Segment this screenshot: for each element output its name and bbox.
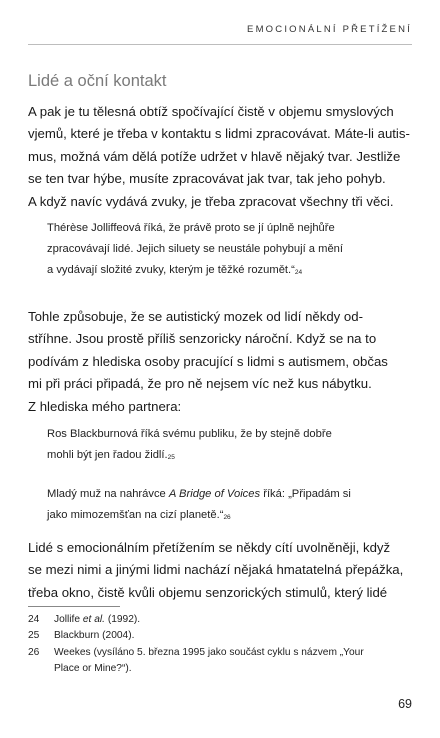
footnote-rule <box>28 606 120 607</box>
paragraph-1 <box>28 101 414 213</box>
running-head: EMOCIONÁLNÍ PŘETÍŽENÍ <box>247 24 412 35</box>
quote-line <box>47 260 403 281</box>
text-line: mus, možná vám dělá potíže udržet v hlavě nějaký tvar. Jestliže <box>28 148 401 164</box>
text-line: A pak je tu tělesná obtíž spočívající čistě v objemu smyslových <box>28 104 394 119</box>
footnote-etal: et al. <box>82 614 105 625</box>
footnote-line: Place or Mine?“). <box>54 663 132 675</box>
text-line: se ten tvar hýbe, musíte zpracovávat jak tvar, tak jeho pohyb. <box>28 171 386 187</box>
text-line: Z hlediska mého partnera: <box>28 398 182 414</box>
quote-blackburn <box>47 424 403 466</box>
footnote-number: 25 <box>28 630 40 642</box>
text-line: podívám z hlediska osoby pracující s lidmi s autismem, občas <box>28 353 388 369</box>
footnote-text: Blackburn (2004). <box>54 630 135 642</box>
text-line: se mezi nimi a jinými lidmi nachází nějaká hmatatelná přepážka, <box>28 562 404 578</box>
quote-jolliffe <box>47 218 403 281</box>
footnotes <box>28 612 408 678</box>
quote-line: zpracovávají lidé. Jejich siluety se neustále pohybují a mění <box>47 243 344 255</box>
paragraph-3 <box>28 537 414 604</box>
quote-text: a vydávají složité zvuky, kterým je těžké rozumět.“ <box>47 264 295 276</box>
footnote-year: (1992). <box>104 614 141 625</box>
footnote-text <box>54 645 408 678</box>
footnote-ref-26: 26 <box>223 514 231 521</box>
text-line: Lidé s emocionálním přetížením se někdy cítí uvolněněji, když <box>28 540 391 555</box>
text-line: stříhne. Jsou prostě příliš senzoricky nároční. Když se na to <box>28 331 377 347</box>
quote-line <box>47 445 403 466</box>
footnote-26 <box>28 645 408 678</box>
quote-text: mohli být jen řadou židlí. <box>47 449 168 461</box>
footnote-25 <box>28 628 408 644</box>
footnote-line: Weekes (vysíláno 5. března 1995 jako součást cyklu s názvem „Your <box>54 646 364 658</box>
page-number: 69 <box>398 697 412 711</box>
section-title: Lidé a oční kontakt <box>28 72 167 90</box>
quote-line <box>47 484 403 505</box>
footnote-ref-24: 24 <box>294 269 303 276</box>
header-rule <box>28 44 412 45</box>
text-line: Tohle způsobuje, že se autistický mozek od lidí někdy od- <box>28 309 363 324</box>
footnote-number: 26 <box>28 646 40 658</box>
quote-bridge-of-voices <box>47 484 403 526</box>
footnote-24 <box>28 612 408 628</box>
text-line: mi při práci připadá, že pro ně nejsem víc než kus nábytku. <box>28 376 372 392</box>
footnote-ref-25: 25 <box>167 454 175 461</box>
work-title: A Bridge of Voices <box>168 488 261 500</box>
paragraph-2 <box>28 306 414 418</box>
footnote-text <box>54 612 408 628</box>
text-line: vjemů, které je třeba v kontaktu s lidmi zpracovávat. Máte-li autis- <box>28 126 410 142</box>
quote-text: Mladý muž na nahrávce <box>47 488 169 500</box>
quote-line: Ros Blackburnová říká svému publiku, že by stejně dobře <box>47 428 332 440</box>
quote-line <box>47 505 403 526</box>
footnote-author: Jollife <box>54 614 83 625</box>
footnote-number: 24 <box>28 614 40 625</box>
quote-line: Thérèse Jolliffeová říká, že právě proto se jí úplně nejhůře <box>47 222 335 234</box>
text-line: třeba okno, čistě kvůli objemu senzorických stimulů, který lidé <box>28 584 388 600</box>
quote-text: jako mimozemšťan na cizí planetě.“ <box>47 509 224 521</box>
quote-text: říká: „Připadám si <box>260 488 351 500</box>
text-line: A když navíc vydává zvuky, je třeba zpracovat všechny tři věci. <box>28 193 394 209</box>
